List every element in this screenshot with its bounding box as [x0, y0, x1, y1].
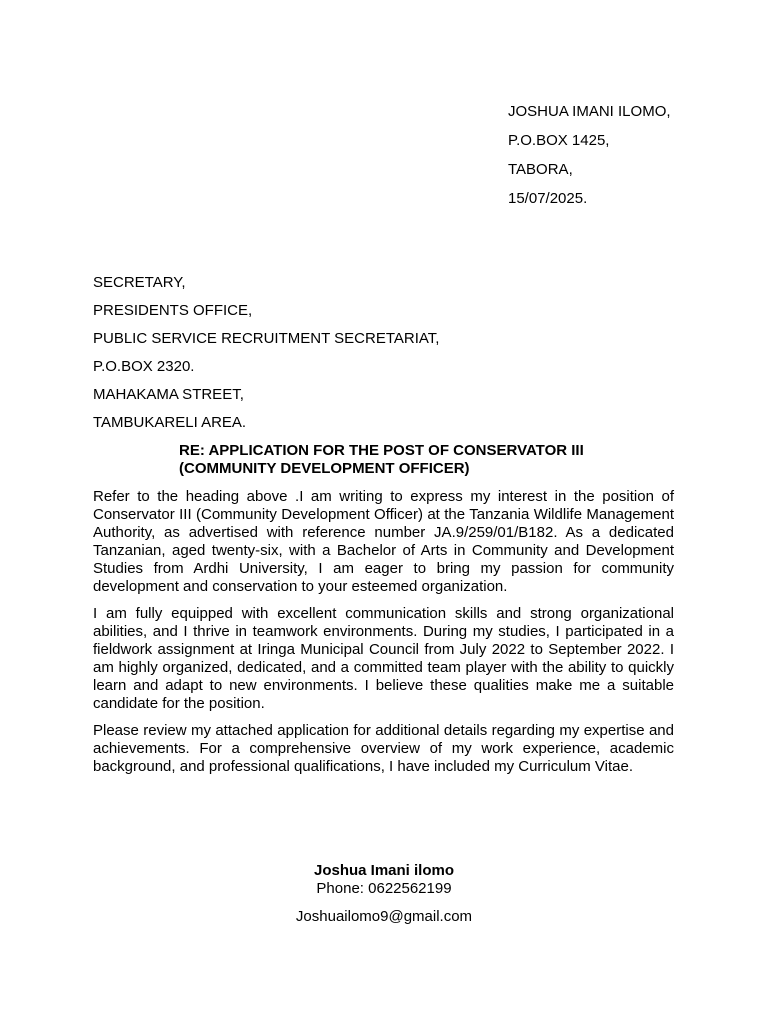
letter-body [93, 488, 674, 785]
letter-date: 15/07/2025. [508, 190, 588, 207]
recipient-address-block [93, 274, 693, 442]
signature-block [0, 862, 768, 926]
recipient-line: P.O.BOX 2320. [93, 358, 195, 375]
recipient-line: TAMBUKARELI AREA. [93, 414, 247, 431]
recipient-line: MAHAKAMA STREET, [93, 386, 244, 403]
recipient-line: SECRETARY, [93, 274, 186, 291]
recipient-line: PUBLIC SERVICE RECRUITMENT SECRETARIAT, [93, 330, 440, 347]
sender-city: TABORA, [508, 161, 573, 178]
sender-name: JOSHUA IMANI ILOMO, [508, 103, 671, 120]
recipient-line: PRESIDENTS OFFICE, [93, 302, 253, 319]
body-paragraph: I am fully equipped with excellent communication skills and strong organizational abilities, and I thrive in teamwork environments. During my studies, I participated in a fieldwork assignment at Iringa Municipal Council from July 2022 to September 2022. I am highly organized, dedicated, and a committed team player with the ability to quickly learn and adapt to new environments. I believe these qualities make me a suitable candidate for the position. [93, 605, 674, 712]
subject-line-1: RE: APPLICATION FOR THE POST OF CONSERVATOR III [179, 442, 584, 459]
signature-name: Joshua Imani ilomo [313, 862, 455, 879]
subject-line-2: (COMMUNITY DEVELOPMENT OFFICER) [179, 460, 470, 477]
sender-box: P.O.BOX 1425, [508, 132, 610, 149]
sender-address-block [508, 103, 748, 219]
subject-heading [179, 442, 699, 478]
signature-email: Joshuailomo9@gmail.com [295, 908, 473, 925]
body-paragraph: Please review my attached application for additional details regarding my expertise and achievements. For a comprehensive overview of my work experience, academic background, and professional qualifications, I have included my Curriculum Vitae. [93, 722, 674, 775]
body-paragraph: Refer to the heading above .I am writing to express my interest in the position of Conservator III (Community Development Officer) at the Tanzania Wildlife Management Authority, as advertised with reference number JA.9/259/01/B182. As a dedicated Tanzanian, aged twenty-six, with a Bachelor of Arts in Community and Development Studies from Ardhi University, I am eager to bring my passion for community development and conservation to your esteemed organization. [93, 488, 674, 595]
signature-phone: Phone: 0622562199 [316, 880, 452, 897]
